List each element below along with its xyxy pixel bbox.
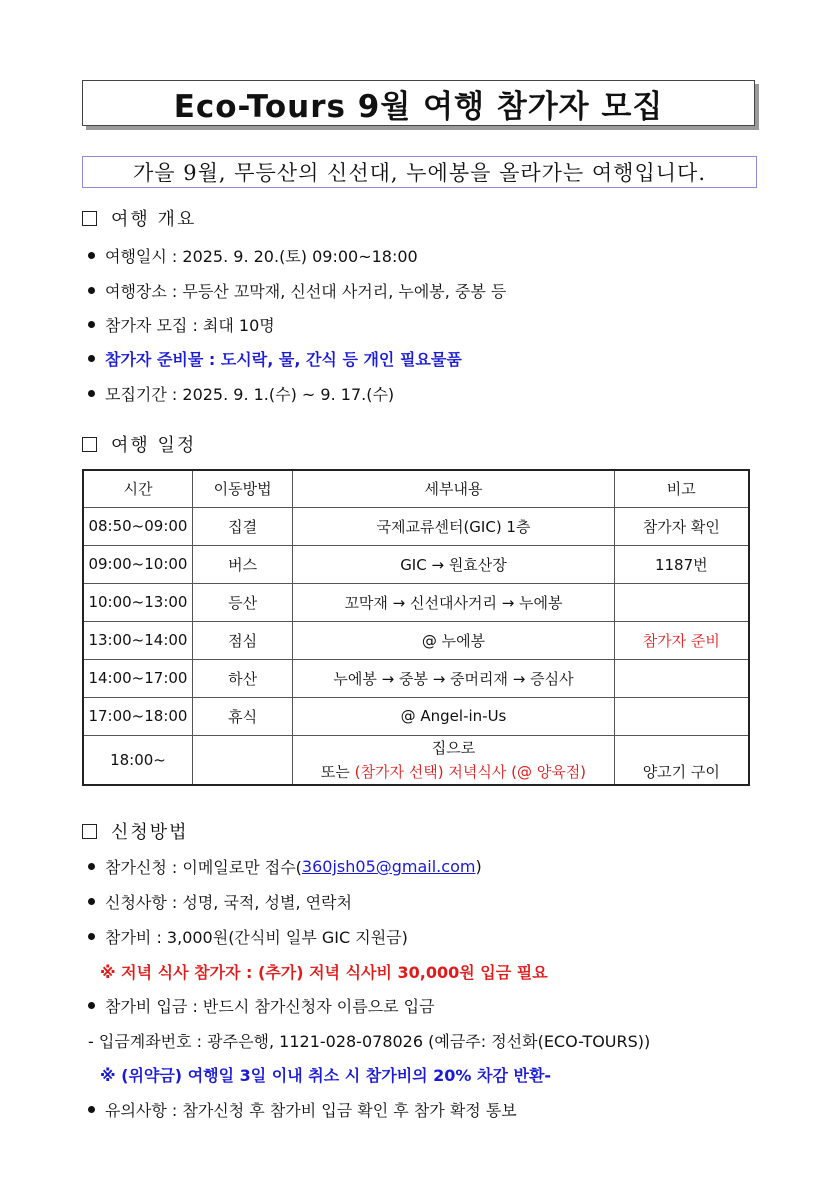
list-item-text: 여행일시 : 2025. 9. 20.(토) 09:00~18:00	[105, 247, 418, 266]
cell-note: 1187번	[614, 545, 749, 583]
bullet-icon	[88, 252, 95, 259]
cell-note	[614, 583, 749, 621]
section-heading: 여행 개요	[111, 209, 197, 230]
list-item	[88, 279, 506, 302]
list-item	[88, 382, 394, 405]
list-item	[88, 244, 418, 267]
cell-note	[614, 697, 749, 735]
list-item	[88, 994, 435, 1017]
list-item-text: 참가자 모집 : 최대 10명	[105, 316, 275, 335]
cell-note: 참가자 준비	[614, 621, 749, 659]
list-item	[88, 855, 482, 878]
title-box	[82, 80, 755, 126]
detail-highlight: (참가자 선택) 저녁식사 (@ 양육점)	[354, 762, 587, 781]
checkbox-icon	[82, 211, 97, 226]
column-header: 시간	[83, 470, 192, 507]
table-row	[83, 735, 749, 785]
cell-time: 10:00~13:00	[83, 583, 192, 621]
schedule-table	[82, 469, 750, 786]
subtitle: 가을 9월, 무등산의 신선대, 누에봉을 올라가는 여행입니다.	[132, 161, 706, 185]
bullet-icon	[88, 898, 95, 905]
cell-detail: GIC → 원효산장	[293, 545, 614, 583]
list-item-text: 신청사항 : 성명, 국적, 성별, 연락처	[105, 893, 353, 912]
bullet-icon	[88, 355, 95, 362]
section-overview	[82, 205, 196, 231]
table-row	[83, 621, 749, 659]
section-heading: 신청방법	[111, 822, 189, 843]
account-info: - 입금계좌번호 : 광주은행, 1121-028-078026 (예금주: 정선화(ECO-TOURS))	[88, 1032, 651, 1051]
table-row	[83, 697, 749, 735]
cell-time: 08:50~09:00	[83, 507, 192, 545]
list-item-text: 유의사항 : 참가신청 후 참가비 입금 확인 후 참가 확정 통보	[105, 1101, 517, 1120]
bullet-icon	[88, 933, 95, 940]
detail-line	[293, 760, 613, 784]
cell-time: 18:00~	[83, 735, 192, 785]
table-row	[83, 583, 749, 621]
section-heading: 여행 일정	[111, 435, 197, 456]
list-item-text: )	[475, 857, 482, 876]
list-item	[88, 1098, 517, 1121]
section-apply	[82, 818, 189, 844]
cell-method	[192, 735, 292, 785]
cell-time: 17:00~18:00	[83, 697, 192, 735]
list-item-text: 모집기간 : 2025. 9. 1.(수) ~ 9. 17.(수)	[105, 385, 395, 404]
cell-detail: @ Angel-in-Us	[293, 697, 614, 735]
subtitle-box	[82, 156, 757, 188]
cell-time: 13:00~14:00	[83, 621, 192, 659]
cell-method: 집결	[192, 507, 292, 545]
cell-detail: 누에봉 → 중봉 → 중머리재 → 증심사	[293, 659, 614, 697]
column-header: 세부내용	[293, 470, 614, 507]
list-item	[88, 925, 408, 948]
cell-time: 14:00~17:00	[83, 659, 192, 697]
table-header-row	[83, 470, 749, 507]
bullet-icon	[88, 390, 95, 397]
bullet-icon	[88, 863, 95, 870]
cell-detail: 국제교류센터(GIC) 1층	[293, 507, 614, 545]
list-item-text: 참가신청 : 이메일로만 접수(	[105, 858, 302, 877]
detail-prefix: 또는	[320, 762, 355, 781]
table-row	[83, 507, 749, 545]
cell-method: 점심	[192, 621, 292, 659]
cell-note	[614, 659, 749, 697]
cell-method: 휴식	[192, 697, 292, 735]
bullet-icon	[88, 321, 95, 328]
email-link[interactable]: 360jsh05@gmail.com	[301, 857, 476, 876]
penalty-notice: ※ (위약금) 여행일 3일 이내 취소 시 참가비의 20% 차감 반환-	[100, 1066, 552, 1085]
dinner-notice: ※ 저녁 식사 참가자 : (추가) 저녁 식사비 30,000원 입금 필요	[100, 963, 548, 982]
list-item	[88, 347, 462, 370]
cell-method: 등산	[192, 583, 292, 621]
column-header: 이동방법	[192, 470, 292, 507]
list-item-text: 여행장소 : 무등산 꼬막재, 신선대 사거리, 누에봉, 중봉 등	[105, 282, 507, 301]
cell-detail: 꼬막재 → 신선대사거리 → 누에봉	[293, 583, 614, 621]
list-item-text: 참가비 입금 : 반드시 참가신청자 이름으로 입금	[105, 997, 435, 1016]
cell-note: 참가자 확인	[614, 507, 749, 545]
checkbox-icon	[82, 437, 97, 452]
list-item	[88, 890, 352, 913]
detail-line: 집으로	[431, 738, 476, 757]
cell-method: 하산	[192, 659, 292, 697]
bullet-icon	[88, 287, 95, 294]
table-row	[83, 545, 749, 583]
list-item	[88, 313, 275, 336]
checkbox-icon	[82, 824, 97, 839]
cell-note: 양고기 구이	[614, 735, 749, 785]
column-header: 비고	[614, 470, 749, 507]
list-item-text: 참가자 준비물 : 도시락, 물, 간식 등 개인 필요물품	[105, 350, 462, 369]
list-item-text: 참가비 : 3,000원(간식비 일부 GIC 지원금)	[105, 928, 408, 947]
cell-detail: @ 누에봉	[293, 621, 614, 659]
table-row	[83, 659, 749, 697]
cell-method: 버스	[192, 545, 292, 583]
page-title: Eco-Tours 9월 여행 참가자 모집	[173, 88, 664, 125]
cell-time: 09:00~10:00	[83, 545, 192, 583]
cell-detail	[293, 735, 614, 785]
section-schedule	[82, 431, 196, 457]
bullet-icon	[88, 1106, 95, 1113]
bullet-icon	[88, 1002, 95, 1009]
